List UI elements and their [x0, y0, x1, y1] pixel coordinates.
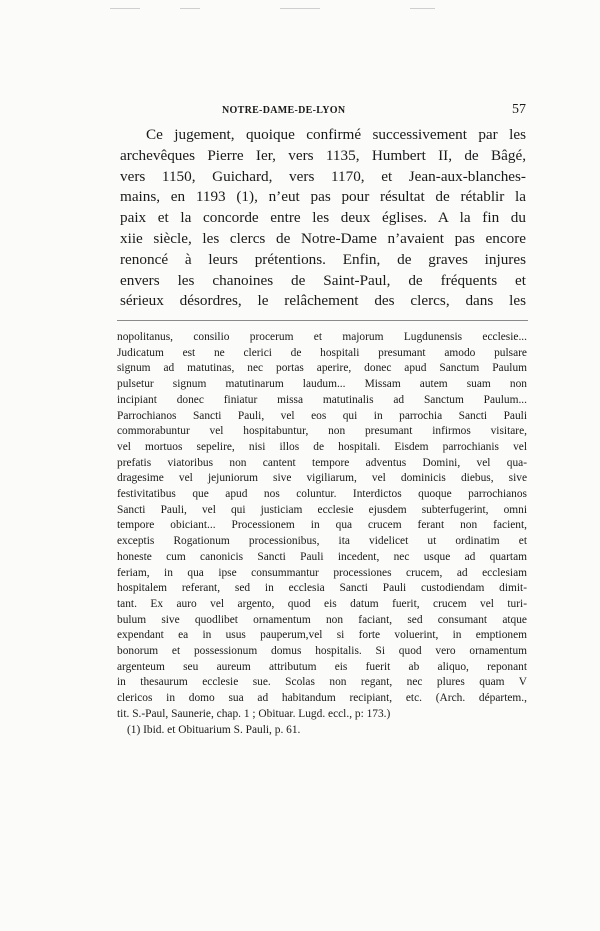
- footnote-1: (1) Ibid. et Obituarium S. Pauli, p. 61.: [127, 723, 301, 736]
- note-line: feriam, in qua ipse consummantur processiones crucem, ad ecclesiam: [117, 566, 527, 579]
- note-line: bonorum et possessionum domus hospitalis. Si quod vero ornamentum: [117, 645, 527, 658]
- note-line: tit. S.-Paul, Saunerie, chap. 1 ; Obituar. Lugd. eccl., p: 173.): [117, 707, 391, 720]
- note-line: hospitalem referant, sed in ecclesia Sancti Pauli custodiendam dimit-: [117, 582, 527, 595]
- note-line: Sancti Pauli, vel qui justiciam ecclesie ejusdem subterfugerint, omni: [117, 503, 527, 516]
- main-text-line: envers les chanoines de Saint-Paul, de fréquents et: [120, 271, 526, 289]
- footnote-block: [117, 330, 527, 738]
- note-line: commorabuntur vel hospitabuntur, non presumant infirmos visitare,: [117, 425, 527, 438]
- note-line: nopolitanus, consilio procerum et majorum Lugdunensis ecclesie...: [117, 331, 527, 343]
- main-text-line: sérieux désordres, le relâchement des clercs, dans les: [120, 292, 526, 310]
- note-line: Judicatum est ne clerici de hospitali presumant amodo pulsare: [117, 346, 527, 359]
- note-line: tempore obiciant... Processionem in qua crucem ferant non facient,: [117, 519, 527, 532]
- note-line: expendant ea in usus pauperum,vel si forte voluerint, in emptionem: [117, 629, 527, 642]
- main-text-line: archevêques Pierre Ier, vers 1135, Humbert II, de Bâgé,: [120, 146, 526, 164]
- main-text-line: mains, en 1193 (1), n’eut pas pour résultat de rétablir la: [120, 188, 526, 206]
- note-line: bulum sive quodlibet ornamentum non faciant, sed consumant atque: [117, 613, 527, 626]
- note-line: tant. Ex auro vel argento, quod eis datum fuerit, crucem vel turi-: [117, 597, 527, 610]
- main-text-line: xiie siècle, les clercs de Notre-Dame n’avaient pas encore: [120, 229, 526, 247]
- note-separator-rule: [117, 320, 528, 321]
- note-line: dragesime vel jejuniorum sive vigiliarum, vel dominicis diebus, sive: [117, 472, 527, 485]
- note-line: prefatis viatoribus non cantent tempore adventus Domini, vel qua-: [117, 456, 527, 469]
- note-line: argenteum seu aureum attributum eis fuerit ab aliquo, reponant: [117, 660, 527, 673]
- note-line: in thesaurum ecclesie sue. Scolas non regant, nec plures quam V: [117, 676, 527, 689]
- main-text-line: renoncé à leurs prétentions. Enfin, de graves injures: [120, 250, 526, 268]
- note-line: vel mortuos sepelire, nisi illos de hospitali. Eisdem parrochianis vel: [117, 440, 527, 453]
- note-line: incipiant donec finiatur missa matutinalis ad Sanctum Paulum...: [117, 393, 527, 406]
- main-text: [120, 125, 526, 312]
- top-edge-marks: [110, 8, 490, 14]
- note-line: signum ad matutinas, nec portas aperire, donec apud Sanctum Paulum: [117, 362, 527, 375]
- running-header: [222, 102, 526, 119]
- note-line: clericos in domo sua ad habitandum recipiant, etc. (Arch. départem.,: [117, 692, 527, 705]
- main-text-line: Ce jugement, quoique confirmé successivement par les: [146, 126, 526, 143]
- page-number: 57: [512, 102, 526, 117]
- note-line: honeste cum canonicis Sancti Pauli incedent, nec usque ad quartam: [117, 550, 527, 563]
- running-title: NOTRE-DAME-DE-LYON: [222, 105, 346, 116]
- note-line: exceptis Rogationum processionibus, ita videlicet ut ordinatim et: [117, 535, 527, 548]
- note-line: festivitatibus que apud nos coluntur. Interdictos quoque parrochianos: [117, 488, 527, 501]
- note-line: Parrochianos Sancti Pauli, vel eos qui in parrochia Sancti Pauli: [117, 409, 527, 422]
- main-text-line: vers 1150, Guichard, vers 1170, et Jean-aux-blanches-: [120, 167, 526, 185]
- main-text-line: paix et la concorde entre les deux églises. A la fin du: [120, 209, 526, 227]
- note-line: pulsetur signum matutinarum laudum... Missam autem suam non: [117, 378, 527, 391]
